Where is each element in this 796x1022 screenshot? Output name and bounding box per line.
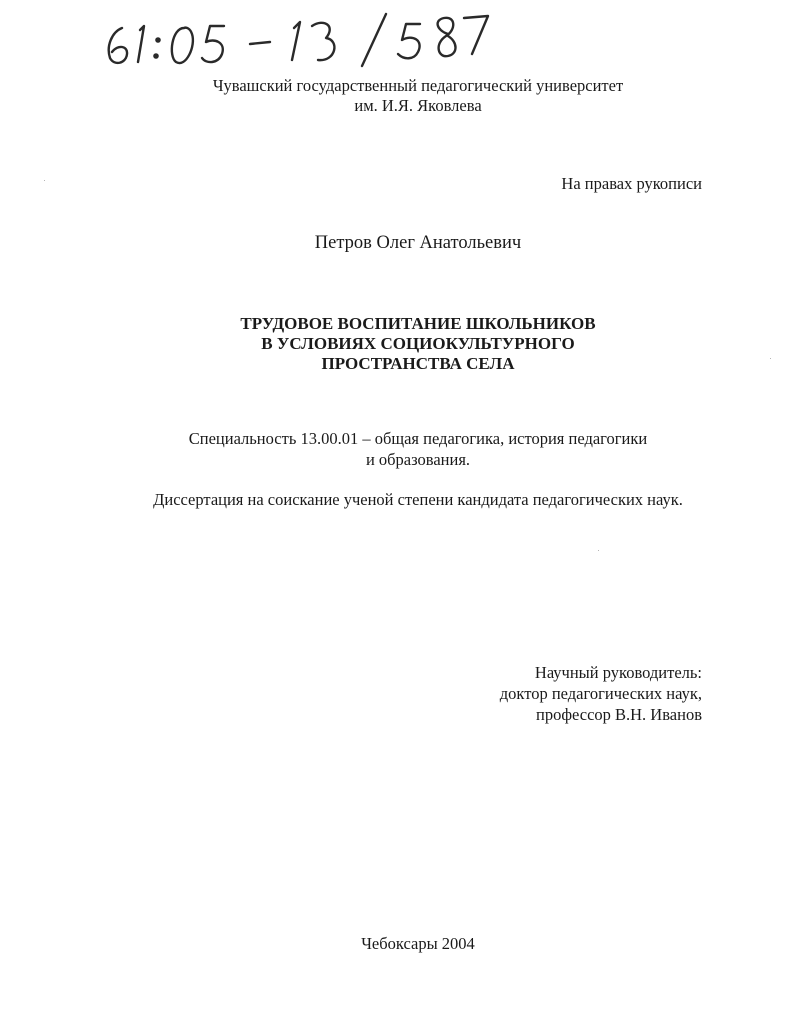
- city-year: Чебоксары 2004: [361, 934, 475, 953]
- university-name: [0, 76, 796, 116]
- scan-speck: [44, 180, 45, 181]
- title-line2: В УСЛОВИЯХ СОЦИОКУЛЬТУРНОГО: [261, 334, 575, 353]
- supervisor-block: [500, 662, 702, 725]
- university-line2: им. И.Я. Яковлева: [354, 96, 482, 115]
- scan-speck: [598, 550, 599, 551]
- supervisor-degree: доктор педагогических наук,: [499, 684, 702, 703]
- dissertation-title: [0, 314, 796, 374]
- scan-speck: [770, 358, 771, 359]
- specialty: [0, 428, 796, 470]
- specialty-line2: и образования.: [365, 450, 471, 469]
- manuscript-rights: На правах рукописи: [561, 174, 702, 193]
- handwritten-catalog-number: [100, 6, 500, 68]
- specialty-line1: Специальность 13.00.01 – общая педагогика, история педагогики: [188, 429, 648, 448]
- supervisor-label: Научный руководитель:: [534, 663, 702, 682]
- university-line1: Чувашский государственный педагогический университет: [212, 76, 624, 95]
- title-line1: ТРУДОВОЕ ВОСПИТАНИЕ ШКОЛЬНИКОВ: [240, 314, 596, 333]
- author-name: Петров Олег Анатольевич: [314, 233, 522, 253]
- title-line3: ПРОСТРАНСТВА СЕЛА: [321, 354, 515, 373]
- dissertation-statement: Диссертация на соискание ученой степени кандидата педагогических наук.: [153, 490, 683, 509]
- supervisor-name: профессор В.Н. Иванов: [535, 705, 702, 724]
